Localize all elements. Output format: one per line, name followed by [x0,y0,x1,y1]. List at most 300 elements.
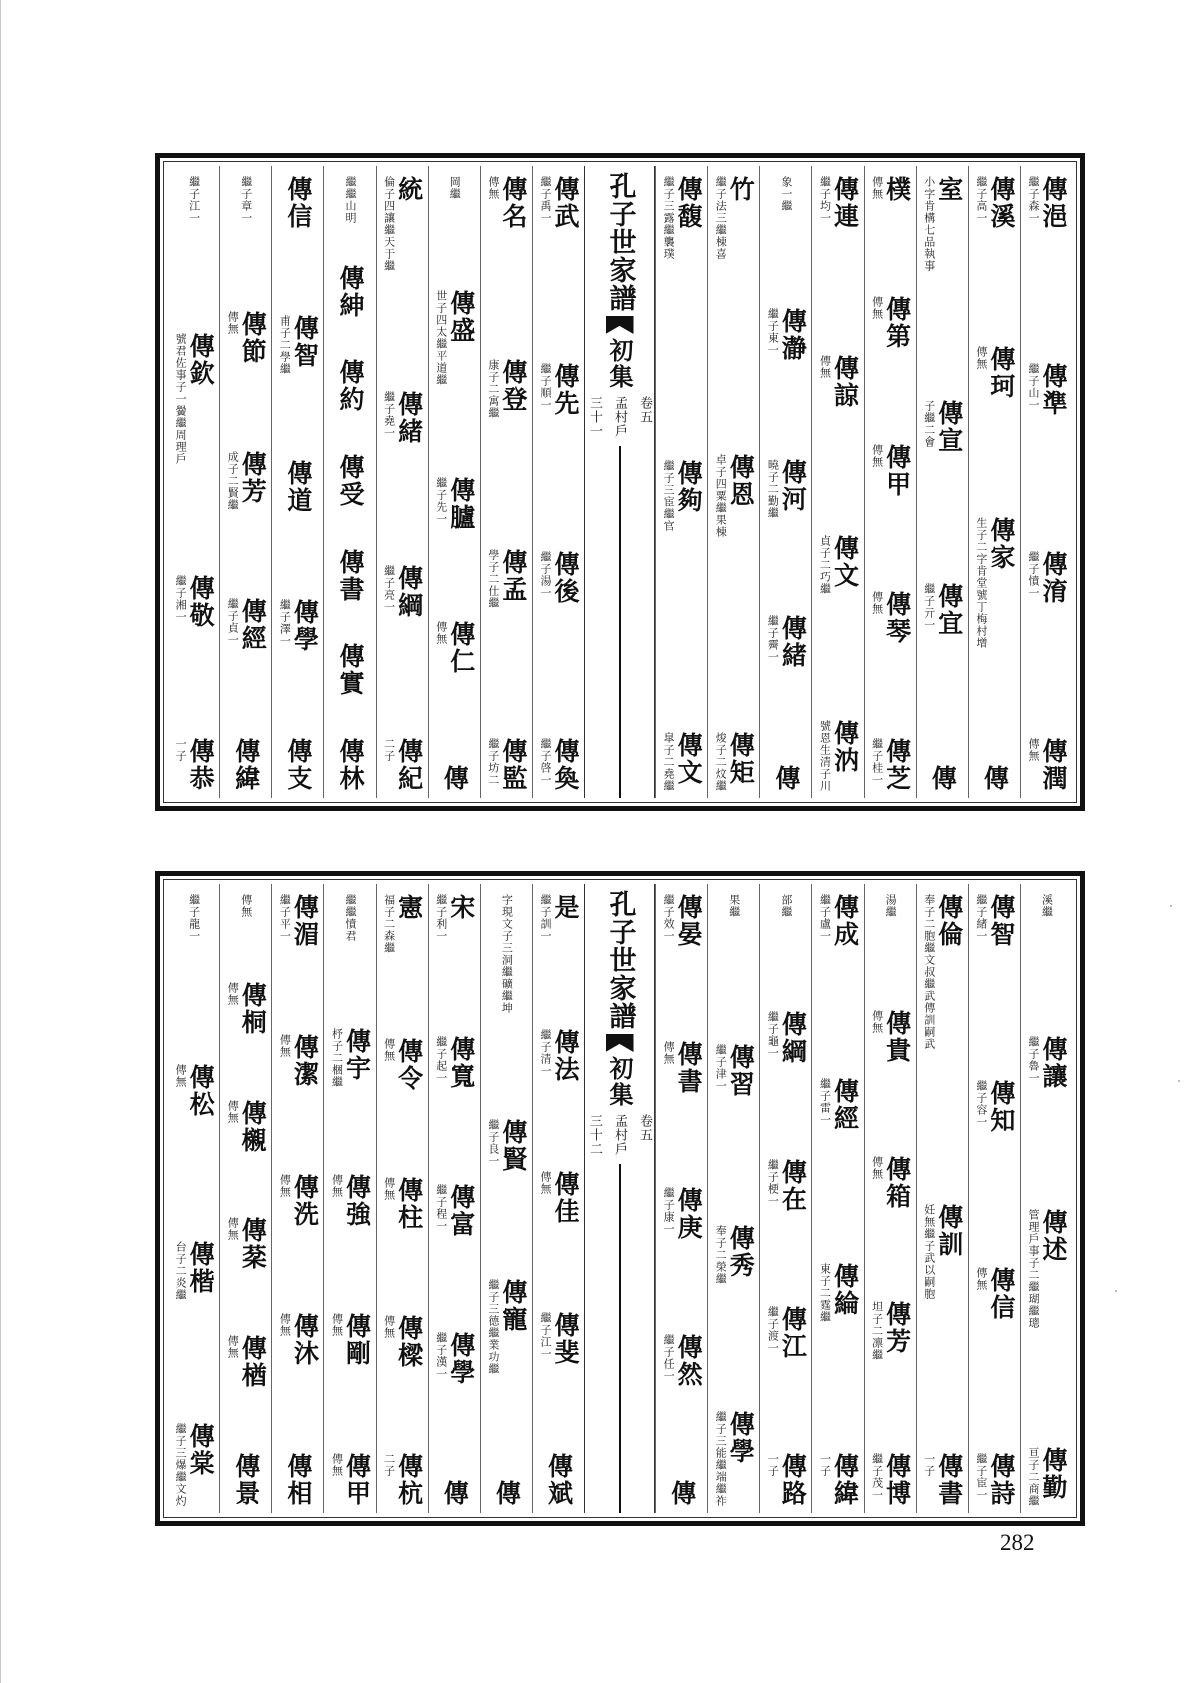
genealogy-entry [871,296,910,350]
genealogy-panel-top [155,153,1085,811]
lineage-note: 象一繼 [779,176,793,212]
lineage-note: 傳無 [330,1173,344,1198]
genealogy-column [864,166,916,798]
lineage-note: 繼子先一 [434,476,448,525]
panel-columns [168,884,1072,1513]
lineage-note: 繼子平一 [278,894,292,942]
person-name: 傳後 [550,550,580,605]
fishtail-mark [606,316,634,334]
lineage-note: 繼子訓一 [538,894,552,942]
genealogy-entry [818,894,860,948]
lineage-note: 傳無 [226,1335,240,1360]
lineage-note: 繼子效一 [662,894,676,942]
genealogy-column [916,884,968,1513]
person-name: 傳支 [283,738,313,792]
volume-info [585,396,654,438]
genealogy-entry [975,346,1014,400]
lineage-note: 繼子霽一 [766,614,780,663]
genealogy-column [759,166,811,798]
genealogy-column [168,884,219,1513]
genealogy-entry [174,574,216,629]
lineage-note: 繼子章一 [239,176,253,224]
lineage-note: 一子 [174,737,188,762]
lineage-note: 字現文子三洞繼礦繼坤 [500,894,514,1014]
lineage-note: 繼子三德繼業功繼 [486,1278,500,1375]
person-name: 傳準 [1038,363,1068,418]
person-name: 傳經 [830,1078,860,1133]
lineage-note: 傳無 [486,176,500,200]
person-name: 傳博 [882,1453,912,1507]
genealogy-column [219,884,271,1513]
genealogy-entry [539,1312,578,1366]
person-name: 傳受 [335,453,365,508]
lineage-note: 繼子任一 [662,1333,676,1382]
genealogy-entry [435,1184,474,1238]
person-name: 傳汭 [830,719,860,774]
person-name: 傳淯 [1038,550,1068,605]
person-name: 傳富 [446,1184,476,1238]
genealogy-entry [766,614,808,669]
folio-number: 三十二 [587,1114,602,1156]
person-name: 傳實 [335,643,365,698]
lineage-note: 繼子憤一 [1026,550,1040,599]
lineage-note: 傳無 [1026,737,1040,762]
person-name: 傳杭 [394,1453,424,1507]
genealogy-entry [714,1410,756,1507]
genealogy-entry [818,176,860,230]
genealogy-column [480,166,532,798]
person-name: 傳第 [882,296,912,351]
genealogy-entry [975,1453,1014,1507]
genealogy-column [759,884,811,1513]
genealogy-entry [383,738,422,792]
lineage-note: 二子 [382,1453,396,1477]
genealogy-column [916,166,968,798]
person-name: 傳武 [550,176,580,230]
lineage-note: 繼子亓一 [922,582,936,631]
genealogy-entry [539,551,578,605]
genealogy-entry [1027,176,1066,230]
genealogy-entry [818,719,860,792]
genealogy-entry [487,176,526,230]
person-name: 傳緯 [830,1452,860,1507]
genealogy-column [1020,884,1072,1513]
genealogy-entry [440,1480,470,1507]
genealogy-entry [780,176,792,212]
person-name: 傳智 [986,894,1016,948]
genealogy-entry [871,1301,910,1361]
person-name: 傳名 [498,176,528,230]
lineage-note: 傳無 [382,1176,396,1201]
genealogy-entry [871,1453,910,1507]
branch-label: 孟村戶 [612,1114,627,1156]
lineage-note: 號恩生清子川 [818,719,832,792]
volume-label: 卷五 [637,396,652,424]
genealogy-entry [337,738,363,792]
genealogy-entry [337,359,363,413]
lineage-note: 繼繼憤君 [343,894,357,942]
lineage-note: 繼子龜一 [766,1011,780,1060]
genealogy-entry [539,1171,578,1225]
person-name: 傳寵 [498,1278,528,1333]
genealogy-entry [818,1262,860,1323]
person-name: 傳 [771,765,801,792]
person-name: 傳恩 [726,454,756,508]
person-name: 傳 [980,764,1010,792]
genealogy-column [864,884,916,1513]
person-name: 傳綱 [778,1011,808,1066]
genealogy-entry [1040,894,1052,918]
person-name: 傳櫬 [238,1099,268,1154]
lineage-note: 倫子四讓繼天于繼 [382,176,396,272]
person-name: 傳秀 [726,1224,756,1279]
person-name: 傳倫 [934,894,964,948]
person-name: 是 [550,894,580,921]
lineage-note: 繼子程一 [434,1184,448,1232]
genealogy-entry [492,1479,522,1507]
genealogy-column [376,884,428,1513]
genealogy-entry [1027,1036,1066,1090]
lineage-note: 傳無 [382,1314,396,1339]
genealogy-entry [487,1279,526,1375]
person-name: 傳臚 [446,476,476,531]
person-name: 傳寬 [446,1036,476,1090]
genealogy-entry [871,176,910,203]
genealogy-entry [923,176,962,272]
person-name: 傳 [440,1480,470,1507]
person-name: 傳書 [674,1040,704,1095]
person-name: 傳河 [778,458,808,513]
genealogy-column [968,884,1020,1513]
person-name: 傳家 [986,516,1016,571]
lineage-note: 傳無 [278,1173,292,1198]
person-name: 傳約 [335,359,365,414]
person-name: 傳道 [283,460,313,514]
person-name: 傳矩 [726,732,756,786]
genealogy-entry [240,894,252,918]
person-name: 傳柱 [394,1176,424,1231]
book-title: 孔子世家譜 [604,890,636,1030]
genealogy-entry [728,894,740,918]
genealogy-entry [975,894,1014,948]
lineage-note: 亘子二商繼 [1026,1446,1040,1507]
book-title: 孔子世家譜 [604,172,636,312]
genealogy-entry [435,1036,474,1090]
person-name: 傳庚 [674,1187,704,1241]
lineage-note: 傳無 [662,1040,676,1065]
lineage-note: 湯繼 [884,894,898,918]
genealogy-entry [337,454,363,508]
lineage-note: 繼子津一 [714,1044,728,1093]
genealogy-column [480,884,532,1513]
genealogy-entry [337,265,363,319]
genealogy-entry [383,565,422,619]
person-name: 傳信 [986,1266,1016,1321]
person-name: 傳桐 [238,981,268,1036]
genealogy-entry [285,738,311,792]
lineage-note: 甫子二學繼 [278,315,292,375]
lineage-note: 一子 [818,1452,832,1477]
genealogy-entry [871,1156,910,1210]
lineage-note: 管理戶事子二繼瑚繼璁 [1026,1208,1040,1329]
genealogy-entry [240,176,252,224]
lineage-note: 子繼二會 [922,400,936,449]
genealogy-entry [766,1453,808,1507]
genealogy-entry [980,764,1010,792]
genealogy-entry [818,355,860,410]
lineage-note: 繼子三露繼襲璞 [662,176,676,260]
fold-line [619,446,621,798]
lineage-note: 繼子利一 [434,894,448,942]
person-name: 傳敬 [186,574,216,629]
center-fold-column [584,884,655,1513]
person-name: 傳林 [335,737,365,792]
scan-speck [1178,1080,1180,1082]
genealogy-entry [539,176,578,230]
genealogy-entry [383,1453,422,1507]
person-name: 傳湄 [290,894,320,948]
lineage-note: 繼子順一 [538,363,552,412]
person-name: 傳宜 [934,582,964,637]
genealogy-column [271,166,323,798]
person-name: 傳節 [238,310,268,365]
genealogy-column [532,166,584,798]
genealogy-entry [766,308,808,363]
lineage-note: 繼子三能繼端繼祚 [714,1410,728,1507]
genealogy-entry [662,1040,704,1095]
lineage-note: 一子 [922,1453,936,1477]
genealogy-column [655,884,707,1513]
genealogy-entry [818,1078,860,1133]
lineage-note: 繼子高一 [974,176,988,224]
genealogy-entry [500,894,512,1014]
genealogy-entry [766,1011,808,1066]
genealogy-entry [773,765,799,792]
lineage-note: 傳無 [382,1038,396,1063]
lineage-note: 繼子澤一 [278,599,292,647]
lineage-note: 妊無繼子武以嗣胞 [922,1203,936,1300]
lineage-note: 傳無 [818,355,832,380]
person-name: 傳書 [934,1453,964,1507]
person-name: 傳監 [498,737,528,792]
person-name: 傳宇 [342,1027,372,1082]
genealogy-entry [330,1453,372,1507]
genealogy-entry [975,1267,1014,1321]
genealogy-entry [278,315,320,375]
genealogy-entry [1027,551,1066,605]
lineage-note: 部繼 [779,894,793,918]
genealogy-entry [330,1173,372,1228]
person-name: 傳芝 [882,738,912,792]
person-name: 統 [394,176,424,203]
person-name: 傳松 [186,1064,216,1119]
genealogy-entry [818,534,860,595]
lineage-note: 繼子宦一 [974,1452,988,1501]
genealogy-column [707,166,759,798]
genealogy-entry [487,549,526,609]
lineage-note: 傳無 [870,1009,884,1034]
lineage-note: 繼子良一 [486,1119,500,1168]
lineage-note: 傳無 [330,1313,344,1338]
person-name: 室 [934,176,964,203]
genealogy-entry [539,894,578,942]
genealogy-entry [226,981,268,1036]
genealogy-entry [435,621,474,675]
genealogy-column [376,166,428,798]
genealogy-entry [188,894,200,942]
genealogy-entry [435,290,474,386]
genealogy-column [168,166,219,798]
person-name: 傳先 [550,363,580,418]
person-name: 傳緒 [778,614,808,669]
person-name: 傳奐 [550,737,580,792]
lineage-note: 岡繼 [448,176,462,200]
genealogy-entry [669,1480,695,1507]
genealogy-entry [174,737,216,792]
genealogy-entry [330,1313,372,1368]
genealogy-column [532,884,584,1513]
genealogy-entry [871,444,910,498]
person-name: 傳琴 [882,590,912,645]
genealogy-entry [1027,1209,1066,1329]
person-name: 傳習 [726,1044,756,1099]
lineage-note: 繼子盧一 [818,894,832,942]
scan-speck [1170,905,1172,907]
genealogy-entry [337,549,363,603]
genealogy-entry [975,176,1014,230]
person-name: 傳欽 [186,333,216,388]
person-name: 傳珂 [986,346,1016,401]
genealogy-entry [714,1224,756,1285]
person-name: 傳文 [674,732,704,786]
lineage-note: 傳無 [870,590,884,615]
genealogy-entry [714,176,756,260]
person-name: 傳沐 [290,1313,320,1368]
genealogy-entry [440,765,470,792]
person-name: 傳仁 [446,620,476,675]
genealogy-entry [1027,738,1066,792]
genealogy-entry [278,1033,320,1088]
lineage-note: 小字肯構七品執事 [922,176,936,272]
person-name: 傳甲 [882,443,912,498]
lineage-note: 繼子桂一 [870,738,884,786]
person-name: 傳潤 [1038,737,1068,792]
person-name: 樸 [882,176,912,203]
genealogy-entry [285,1453,311,1507]
person-name: 傳紳 [335,264,365,319]
genealogy-entry [662,1333,704,1388]
volume-info [585,1114,654,1156]
person-name: 傳綸 [830,1262,860,1317]
person-name: 傳學 [446,1332,476,1386]
genealogy-entry [780,894,792,918]
genealogy-entry [233,738,259,792]
lineage-note: 繼子茂一 [870,1453,884,1501]
genealogy-entry [1027,1447,1066,1507]
person-name: 傳連 [830,176,860,230]
person-name: 傳晏 [674,894,704,948]
genealogy-entry [337,643,363,697]
genealogy-entry [226,451,268,511]
lineage-note: 傳無 [434,620,448,645]
lineage-note: 傳無 [870,296,884,321]
person-name: 傳述 [1038,1208,1068,1263]
genealogy-entry [435,477,474,531]
lineage-note: 繼子禹一 [538,176,552,224]
genealogy-entry [383,176,422,272]
lineage-note: 溪繼 [1040,894,1054,918]
lineage-note: 繼子三爆繼文灼 [174,1422,188,1507]
genealogy-column [428,884,480,1513]
lineage-note: 坦子二凛繼 [870,1301,884,1362]
lineage-note: 繼子森一 [1026,176,1040,224]
genealogy-entry [278,599,320,653]
person-name: 傳讓 [1038,1036,1068,1091]
lineage-note: 繼子容一 [974,1080,988,1129]
genealogy-entry [188,176,200,224]
person-name: 傳棠 [186,1422,216,1477]
lineage-note: 繼子法三繼棟喜 [714,176,728,260]
genealogy-entry [539,1029,578,1083]
genealogy-entry [174,333,216,466]
lineage-note: 繼子湯一 [538,550,552,599]
genealogy-entry [871,738,910,792]
lineage-note: 台子二炎繼 [174,1240,188,1301]
person-name: 傳洗 [290,1173,320,1228]
person-name: 傳景 [231,1452,261,1507]
genealogy-entry [714,454,756,538]
lineage-note: 傳無 [226,981,240,1006]
person-name: 傳經 [238,597,268,652]
page-number: 282 [1000,1530,1035,1555]
person-name: 傳緯 [231,738,261,792]
person-name: 傳宣 [934,400,964,455]
person-name: 傳棻 [238,1217,268,1272]
lineage-note: 繼子啓一 [538,737,552,786]
genealogy-entry [226,1217,268,1272]
lineage-note: 傳無 [538,1170,552,1195]
genealogy-entry [344,894,356,942]
genealogy-entry [975,517,1014,649]
lineage-note: 繼子雷一 [818,1078,832,1127]
person-name: 傳楷 [186,1240,216,1295]
person-name: 竹 [726,176,756,203]
lineage-note: 一子 [766,1453,780,1477]
genealogy-entry [448,176,460,200]
fishtail-mark [606,1034,634,1052]
person-name: 傳學 [290,599,320,653]
person-name: 傳緒 [394,391,424,446]
genealogy-panel-bottom [155,871,1085,1526]
lineage-note: 繼子均一 [818,176,832,224]
genealogy-entry [923,894,962,1050]
person-name: 傳江 [778,1305,808,1360]
person-name: 傳紀 [394,737,424,792]
genealogy-column [219,166,271,798]
person-name: 傳佳 [550,1170,580,1225]
genealogy-entry [330,1027,372,1088]
genealogy-entry [278,1173,320,1228]
genealogy-entry [285,460,311,514]
genealogy-entry [487,738,526,792]
branch-label: 孟村戶 [612,396,627,438]
lineage-note: 果繼 [727,894,741,918]
genealogy-entry [662,176,704,260]
genealogy-column [271,884,323,1513]
person-name: 傳斌 [544,1453,574,1507]
lineage-note: 繼子康一 [662,1187,676,1235]
genealogy-entry [975,1080,1014,1134]
